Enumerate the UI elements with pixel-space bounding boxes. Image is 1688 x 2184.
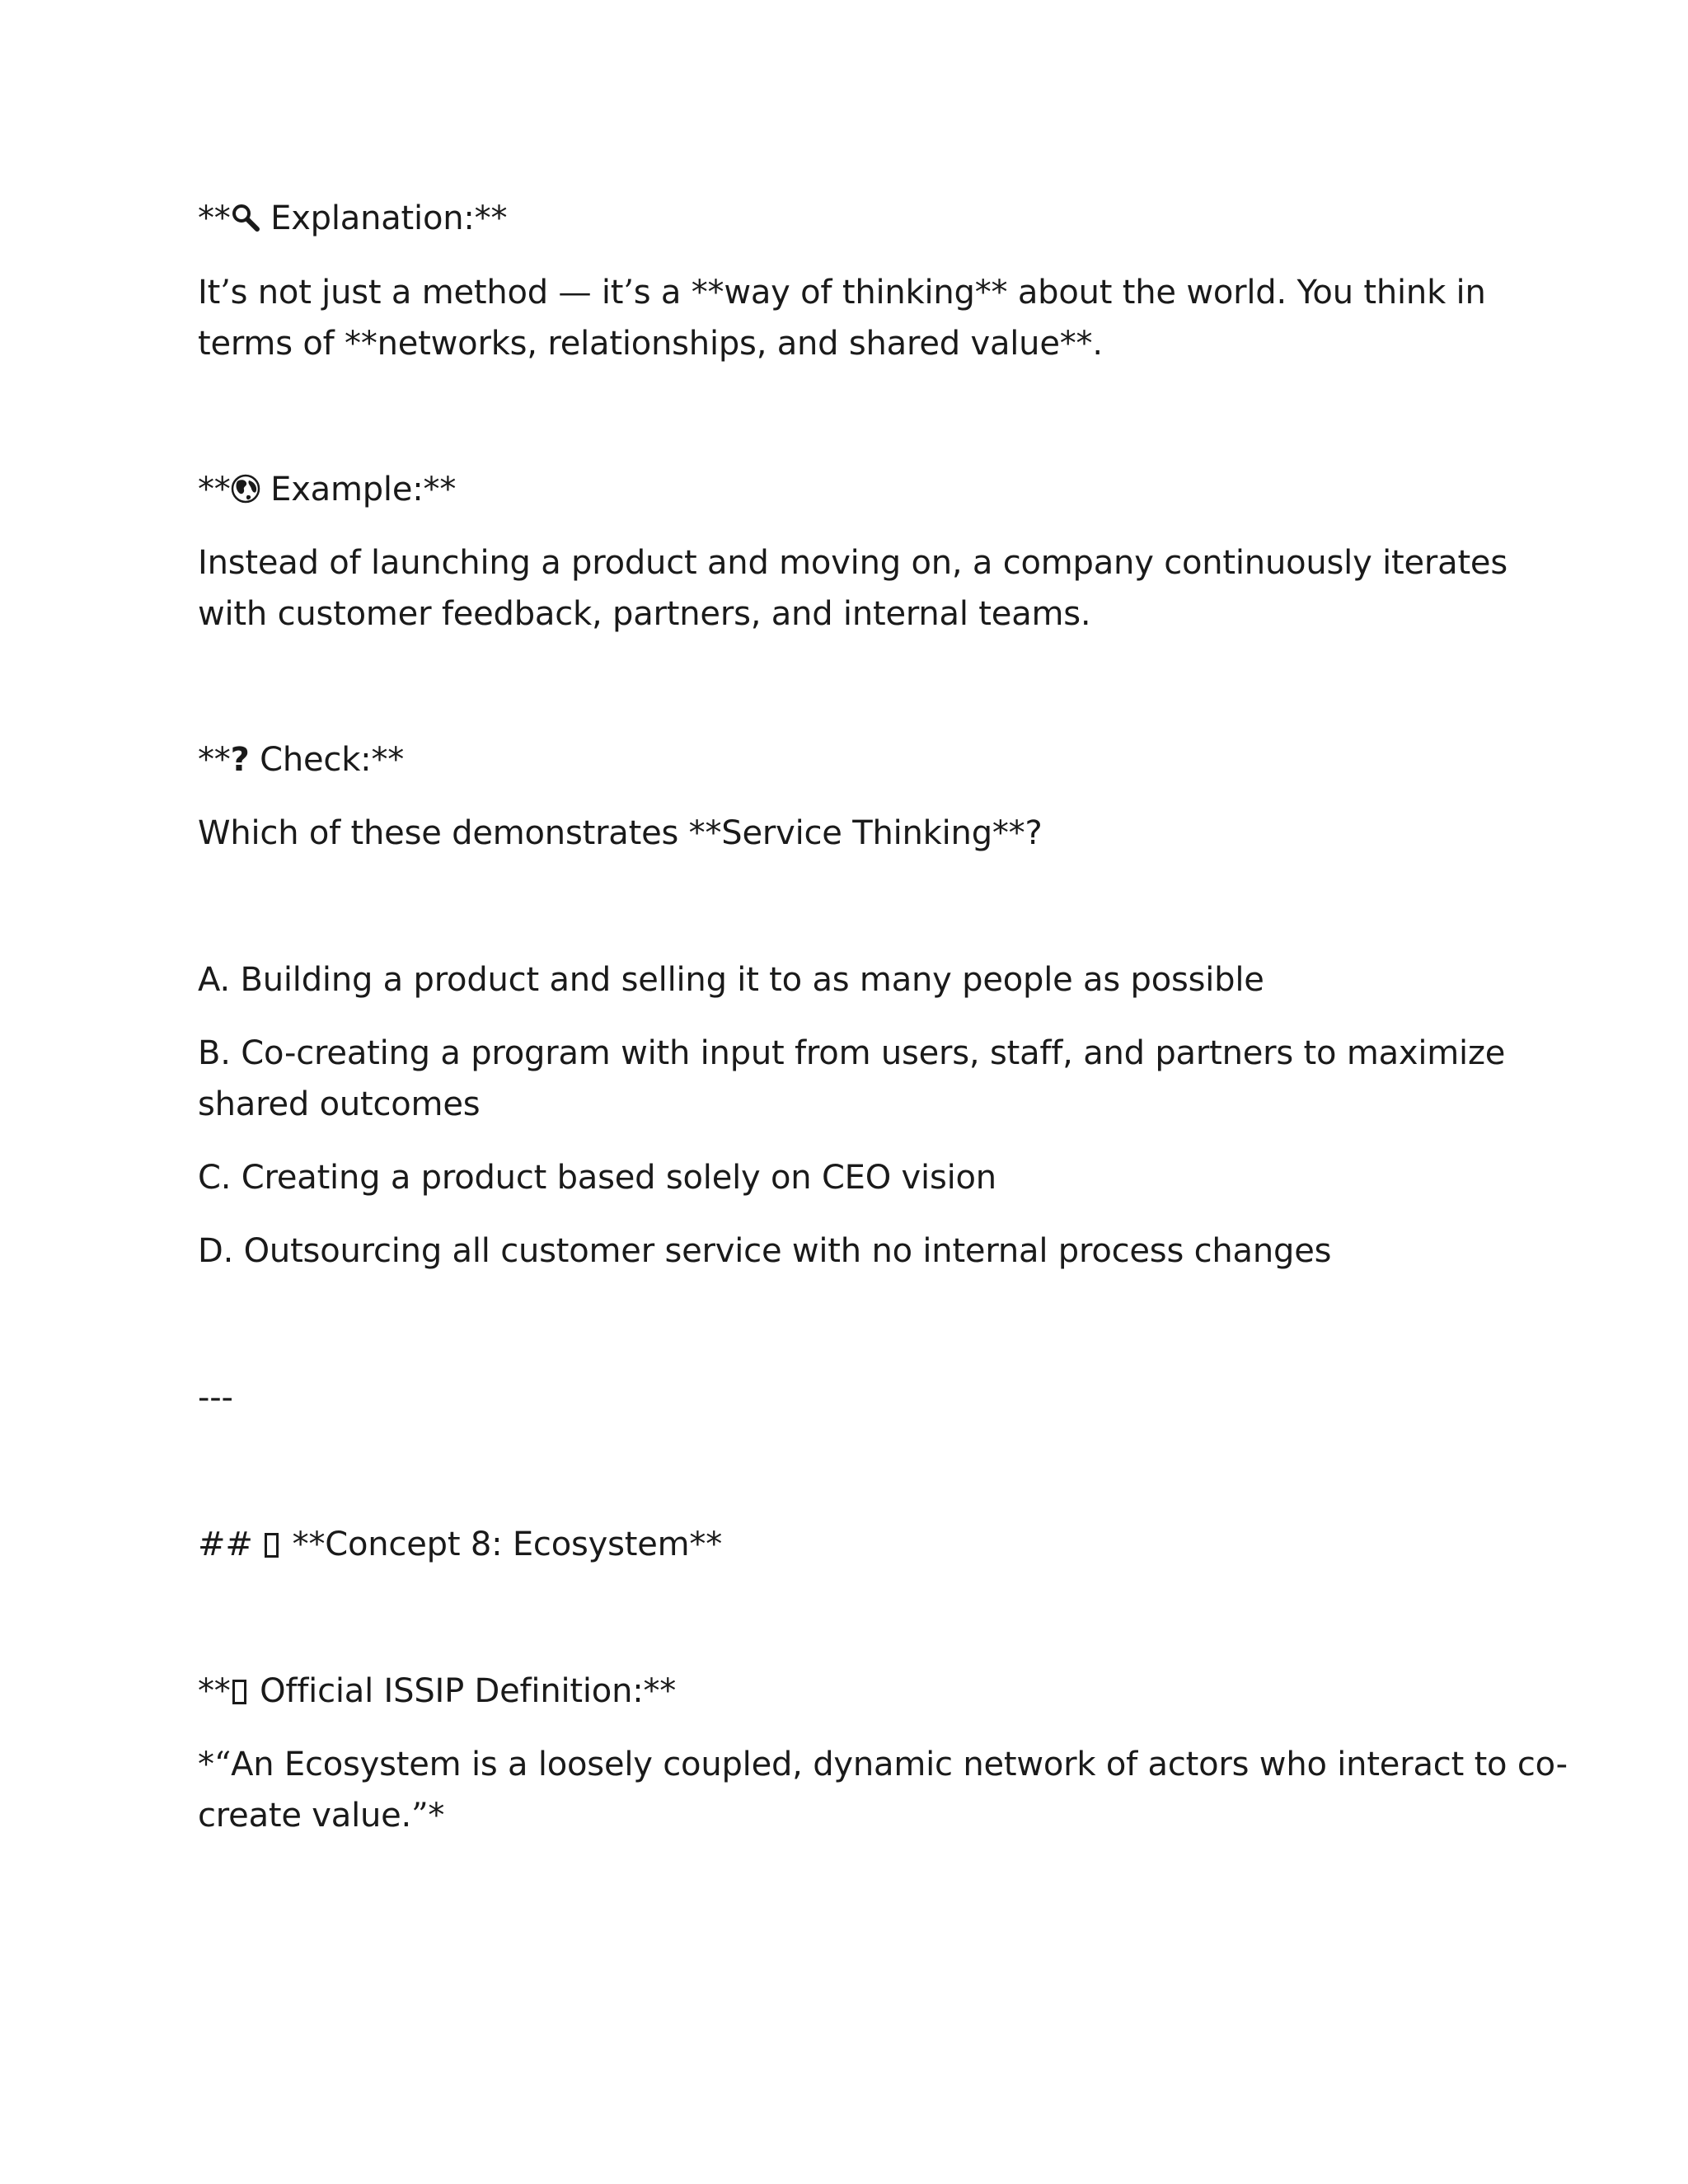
check-question: Which of these demonstrates **Service Thinking**?	[198, 814, 1043, 852]
example-label: Example:**	[260, 471, 457, 509]
example-body-line-2: with customer feedback, partners, and internal teams.	[198, 595, 1091, 633]
horizontal-rule-markdown: ---	[198, 1379, 233, 1417]
quote-text: An Ecosystem is a loosely coupled, dynamic network of actors who interact to co-	[231, 1746, 1568, 1783]
check-label: Check:**	[249, 741, 405, 779]
example-heading	[198, 464, 1500, 516]
em-dash: —	[558, 274, 592, 312]
missing-glyph-icon	[265, 1533, 279, 1558]
explanation-body-line-1	[198, 267, 1500, 319]
definition-heading	[198, 1666, 1500, 1718]
explanation-text: It	[198, 274, 221, 312]
concept-heading	[198, 1519, 1500, 1571]
globe-icon	[231, 474, 260, 504]
concept-label: **Concept 8: Ecosystem**	[282, 1526, 723, 1563]
explanation-text: it	[591, 274, 624, 312]
option-d: D. Outsourcing all customer service with no internal process changes	[198, 1232, 1332, 1270]
check-heading	[198, 734, 1500, 786]
explanation-text: s not just a method	[230, 274, 559, 312]
open-quote: “	[213, 1746, 232, 1783]
missing-glyph-icon	[232, 1680, 246, 1704]
definition-label: Official ISSIP Definition:**	[249, 1672, 677, 1710]
close-quote: ”	[411, 1797, 429, 1835]
quote-text: *	[198, 1746, 214, 1783]
option-c: C. Creating a product based solely on CEO vision	[198, 1159, 996, 1197]
example-prefix: **	[198, 471, 231, 509]
option-b: B. Co-creating a program with input from users, staff, and partners to maximize	[198, 1034, 1506, 1072]
explanation-prefix: **	[198, 199, 231, 237]
magnifier-icon	[231, 203, 260, 232]
definition-quote-line-1	[198, 1739, 1568, 1791]
quote-text: create value.	[198, 1797, 412, 1835]
apostrophe: ’	[623, 274, 634, 312]
question-mark-icon: ?	[230, 741, 250, 779]
explanation-body-line-2: terms of **networks, relationships, and shared value**.	[198, 325, 1103, 363]
definition-prefix: **	[198, 1672, 231, 1710]
option-a: A. Building a product and selling it to as many people as possible	[198, 961, 1264, 999]
example-body-line-1: Instead of launching a product and moving on, a company continuously iterates	[198, 544, 1507, 582]
explanation-text: s a **way of thinking** about the world. You think in	[633, 274, 1486, 312]
quote-text: *	[428, 1797, 445, 1835]
option-b-continued: shared outcomes	[198, 1085, 481, 1123]
explanation-label: Explanation:**	[260, 199, 508, 237]
apostrophe: ’	[220, 274, 231, 312]
check-prefix: **	[198, 741, 231, 779]
concept-prefix: ##	[198, 1526, 264, 1563]
explanation-heading	[198, 193, 1500, 245]
definition-quote-line-2	[198, 1790, 1500, 1842]
